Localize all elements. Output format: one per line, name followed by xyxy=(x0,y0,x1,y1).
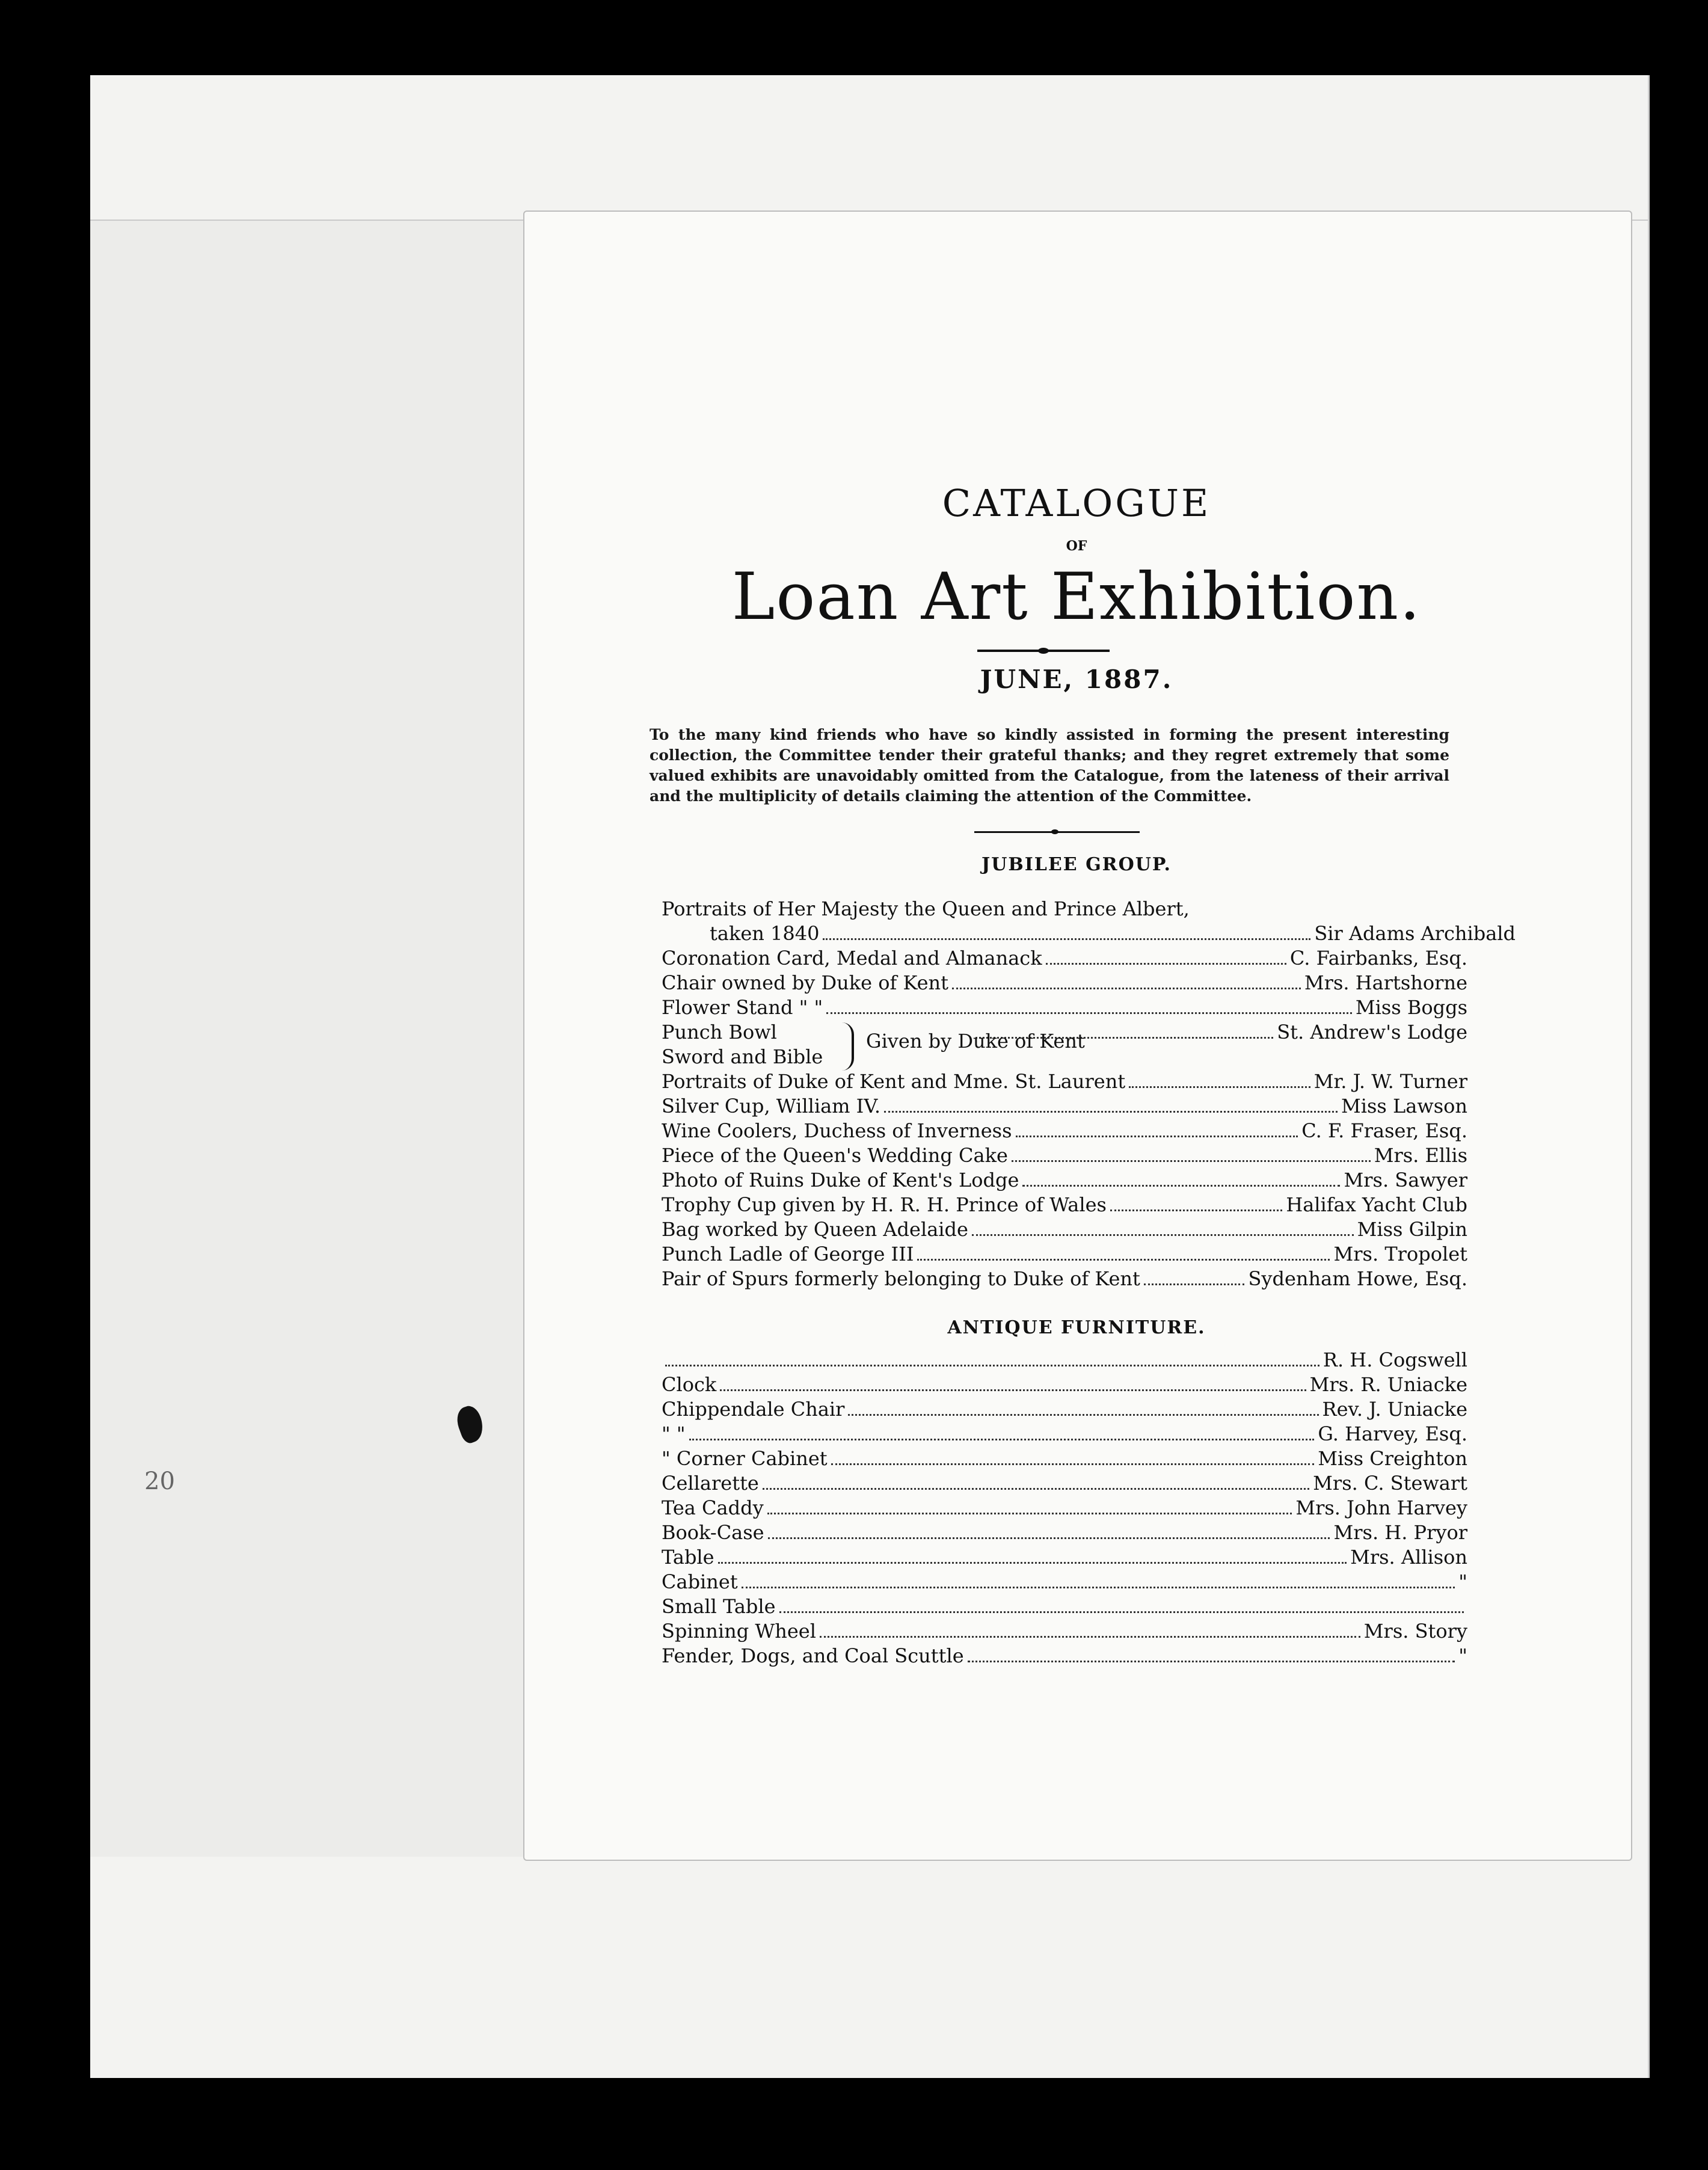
entry-item: Chippendale Chair xyxy=(662,1398,845,1421)
entry-item: Tea Caddy xyxy=(662,1496,764,1519)
entry-lender: Mrs. Tropolet xyxy=(1333,1243,1467,1265)
dot-leader xyxy=(972,1221,1354,1236)
catalogue-entry xyxy=(662,896,1467,921)
catalogue-entry xyxy=(662,945,1467,971)
ornament-dot-2 xyxy=(1051,829,1058,834)
dot-leader xyxy=(1016,1122,1298,1137)
entry-item: Flower Stand " " xyxy=(662,996,823,1019)
dot-leader xyxy=(1129,1073,1310,1088)
entry-lender: Halifax Yacht Club xyxy=(1286,1193,1467,1216)
catalogue-entry xyxy=(662,1192,1467,1217)
entry-item: Clock xyxy=(662,1373,717,1396)
entry-lender: Sir Adams Archibald xyxy=(1314,922,1516,945)
catalogue-entry xyxy=(662,1569,1467,1594)
entry-lender: Sydenham Howe, Esq. xyxy=(1248,1267,1467,1290)
catalogue-entry xyxy=(662,1397,1467,1422)
catalogue-entry xyxy=(662,970,1467,995)
dot-leader xyxy=(742,1573,1455,1588)
dot-leader xyxy=(826,999,1352,1014)
dot-leader xyxy=(1144,1270,1245,1285)
catalogue-entry xyxy=(662,1347,1467,1372)
entry-lender: Mrs. Sawyer xyxy=(1344,1169,1467,1191)
entry-item: Sword and Bible xyxy=(662,1045,823,1068)
entry-lender: Mrs. Allison xyxy=(1350,1546,1467,1569)
entry-item: Silver Cup, William IV. xyxy=(662,1095,880,1117)
catalogue-entry xyxy=(662,1471,1467,1496)
dot-leader xyxy=(720,1376,1306,1391)
dot-leader xyxy=(763,1475,1309,1490)
entry-item: Table xyxy=(662,1546,714,1569)
catalogue-entry xyxy=(662,1618,1467,1644)
entry-item: Portraits of Duke of Kent and Mme. St. Laurent xyxy=(662,1070,1126,1093)
catalogue-entry xyxy=(662,1241,1467,1267)
catalogue-entry xyxy=(710,921,1516,946)
entry-lender: Mrs. C. Stewart xyxy=(1313,1472,1467,1495)
catalogue-entry xyxy=(662,1520,1467,1545)
brace xyxy=(842,1022,854,1071)
entry-item: Pair of Spurs formerly belonging to Duke of Kent xyxy=(662,1267,1140,1290)
dot-leader xyxy=(823,925,1310,940)
entry-item: Photo of Ruins Duke of Kent's Lodge xyxy=(662,1169,1019,1191)
entry-lender: Mrs. Hartshorne xyxy=(1304,971,1467,994)
jubilee-heading: JUBILEE GROUP. xyxy=(981,854,1172,875)
entry-item: Bag worked by Queen Adelaide xyxy=(662,1218,968,1241)
entry-lender: " xyxy=(1458,1644,1467,1667)
catalogue-entry xyxy=(662,1495,1467,1520)
dot-leader xyxy=(968,1647,1455,1662)
entry-lender: Miss Lawson xyxy=(1341,1095,1467,1117)
dot-leader xyxy=(665,1351,1319,1366)
dot-leader xyxy=(917,1246,1330,1261)
catalogue-entry xyxy=(662,1069,1467,1094)
catalogue-entry xyxy=(662,1217,1467,1242)
dot-leader xyxy=(689,1425,1315,1440)
entry-item: Wine Coolers, Duchess of Inverness xyxy=(662,1119,1012,1142)
catalogue-entry xyxy=(662,995,1467,1020)
entry-item: Cellarette xyxy=(662,1472,759,1495)
catalogue-title: CATALOGUE xyxy=(942,481,1211,525)
dot-leader xyxy=(820,1623,1360,1638)
of-label: OF xyxy=(1066,538,1087,554)
dot-leader xyxy=(718,1549,1347,1564)
intro-paragraph: To the many kind friends who have so kindly assisted in forming the present interesting collection, the Committee tender their grateful thanks; and they regret extremely that some valued exhibits are unavoidably omitted from the Catalogue, from the lateness of their arrival and the multiplicity of details claiming the attention of the Committee. xyxy=(650,726,1449,805)
entry-lender: Miss Creighton xyxy=(1318,1447,1467,1470)
entry-lender: Mr. J. W. Turner xyxy=(1313,1070,1467,1093)
entry-item: Coronation Card, Medal and Almanack xyxy=(662,947,1042,970)
entry-lender: Mrs. Ellis xyxy=(1374,1144,1467,1167)
catalogue-entry xyxy=(662,1545,1467,1570)
entry-item: Chair owned by Duke of Kent xyxy=(662,971,948,994)
antique-heading: ANTIQUE FURNITURE. xyxy=(947,1317,1206,1338)
ornament-dot xyxy=(1038,648,1049,654)
catalogue-entry xyxy=(662,1266,1467,1291)
entry-item: Punch Bowl xyxy=(662,1021,777,1044)
dot-leader xyxy=(1046,950,1286,965)
dot-leader xyxy=(848,1401,1318,1416)
dot-leader xyxy=(1110,1196,1282,1211)
entry-item: taken 1840 xyxy=(710,922,820,945)
dot-leader xyxy=(1012,1147,1371,1162)
entry-lender: Rev. J. Uniacke xyxy=(1322,1398,1467,1421)
entry-item: " Corner Cabinet xyxy=(662,1447,828,1470)
entry-item: Spinning Wheel xyxy=(662,1620,816,1643)
margin-mark: 20 xyxy=(144,1468,175,1495)
entry-item: Punch Ladle of George III xyxy=(662,1243,914,1265)
entry-item: Fender, Dogs, and Coal Scuttle xyxy=(662,1644,964,1667)
left-flap xyxy=(90,221,573,1857)
dot-leader xyxy=(952,974,1301,989)
entry-lender: C. F. Fraser, Esq. xyxy=(1301,1119,1467,1142)
entry-item: " " xyxy=(662,1422,686,1445)
dot-leader xyxy=(779,1598,1464,1613)
entry-lender: St. Andrew's Lodge xyxy=(1277,1021,1467,1044)
catalogue-entry xyxy=(662,1167,1467,1193)
dot-leader xyxy=(1193,902,1464,915)
entry-lender: Miss Gilpin xyxy=(1357,1218,1467,1241)
catalogue-entry xyxy=(662,1643,1467,1668)
entry-item: Small Table xyxy=(662,1595,776,1618)
entry-lender: " xyxy=(1458,1570,1467,1593)
entry-lender: Miss Boggs xyxy=(1355,996,1467,1019)
dot-leader xyxy=(768,1524,1330,1539)
catalogue-entry xyxy=(662,1421,1467,1446)
exhibition-date: JUNE, 1887. xyxy=(980,665,1173,694)
entry-item: Portraits of Her Majesty the Queen and Prince Albert, xyxy=(662,897,1190,920)
brace-text: Given by Duke of Kent xyxy=(866,1030,1085,1053)
catalogue-entry xyxy=(662,1118,1467,1143)
main-title: Loan Art Exhibition. xyxy=(731,559,1422,635)
dot-leader xyxy=(767,1499,1292,1514)
entry-lender: Mrs. R. Uniacke xyxy=(1309,1373,1467,1396)
entry-item: Cabinet xyxy=(662,1570,738,1593)
catalogue-entry xyxy=(662,1594,1467,1619)
catalogue-entry xyxy=(662,1372,1467,1397)
entry-lender: C. Fairbanks, Esq. xyxy=(1289,947,1467,970)
entry-lender: R. H. Cogswell xyxy=(1322,1348,1467,1371)
entry-item: Book-Case xyxy=(662,1521,764,1544)
entry-lender: Mrs. H. Pryor xyxy=(1333,1521,1467,1544)
catalogue-entry xyxy=(662,1446,1467,1471)
dot-leader xyxy=(831,1450,1315,1465)
dot-leader xyxy=(1022,1172,1340,1187)
catalogue-entry xyxy=(662,1143,1467,1168)
dot-leader xyxy=(884,1098,1338,1113)
entry-lender: Mrs. John Harvey xyxy=(1295,1496,1467,1519)
entry-item: Piece of the Queen's Wedding Cake xyxy=(662,1144,1008,1167)
catalogue-entry xyxy=(662,1093,1467,1119)
entry-lender: G. Harvey, Esq. xyxy=(1318,1422,1467,1445)
entry-lender: Mrs. Story xyxy=(1363,1620,1467,1643)
entry-item: Trophy Cup given by H. R. H. Prince of Wales xyxy=(662,1193,1107,1216)
